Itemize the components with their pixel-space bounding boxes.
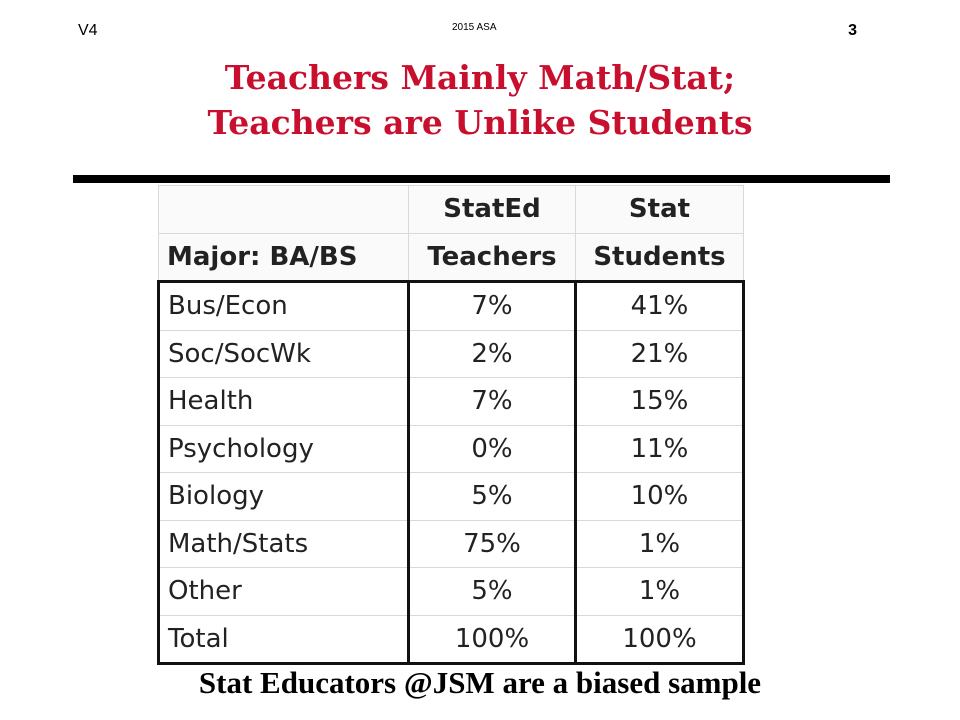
major-cell: Biology (159, 473, 409, 521)
slide-title-line-1: Teachers Mainly Math/Stat; (224, 58, 736, 97)
major-cell: Psychology (159, 425, 409, 473)
event-label: 2015 ASA (452, 22, 497, 33)
teachers-cell: 75% (409, 520, 576, 568)
table-row (159, 520, 744, 568)
teachers-cell: 5% (409, 473, 576, 521)
table-row (159, 378, 744, 426)
table-row (159, 282, 744, 331)
footer-note: Stat Educators @JSM are a biased sample (198, 665, 762, 700)
header-cell-stated: StatEd (409, 186, 576, 234)
students-cell: 15% (576, 378, 744, 426)
header-cell-teachers: Teachers (409, 233, 576, 282)
major-cell: Total (159, 615, 409, 664)
table-row (159, 473, 744, 521)
major-cell: Bus/Econ (159, 282, 409, 331)
students-cell: 1% (576, 520, 744, 568)
header-cell-stat: Stat (576, 186, 744, 234)
students-cell: 21% (576, 330, 744, 378)
teachers-cell: 5% (409, 568, 576, 616)
version-label: V4 (78, 22, 98, 39)
major-cell: Soc/SocWk (159, 330, 409, 378)
majors-table-container (157, 185, 742, 665)
teachers-cell: 2% (409, 330, 576, 378)
title-divider (73, 175, 890, 183)
table-total-row (159, 615, 744, 664)
students-cell: 41% (576, 282, 744, 331)
major-cell: Other (159, 568, 409, 616)
header-cell-students: Students (576, 233, 744, 282)
teachers-cell: 7% (409, 282, 576, 331)
slide-title (0, 55, 960, 145)
students-cell: 11% (576, 425, 744, 473)
table-row (159, 330, 744, 378)
students-cell: 1% (576, 568, 744, 616)
students-cell: 10% (576, 473, 744, 521)
slide-title-line-2: Teachers are Unlike Students (207, 103, 753, 142)
header-cell-empty (159, 186, 409, 234)
major-cell: Health (159, 378, 409, 426)
teachers-cell: 7% (409, 378, 576, 426)
table-row (159, 568, 744, 616)
table-header-row-2 (159, 233, 744, 282)
table-header-row-1 (159, 186, 744, 234)
majors-table (157, 185, 745, 665)
table-row (159, 425, 744, 473)
major-cell: Math/Stats (159, 520, 409, 568)
teachers-cell: 0% (409, 425, 576, 473)
header-cell-major: Major: BA/BS (159, 233, 409, 282)
slide-number: 3 (848, 22, 857, 39)
teachers-cell: 100% (409, 615, 576, 664)
students-cell: 100% (576, 615, 744, 664)
